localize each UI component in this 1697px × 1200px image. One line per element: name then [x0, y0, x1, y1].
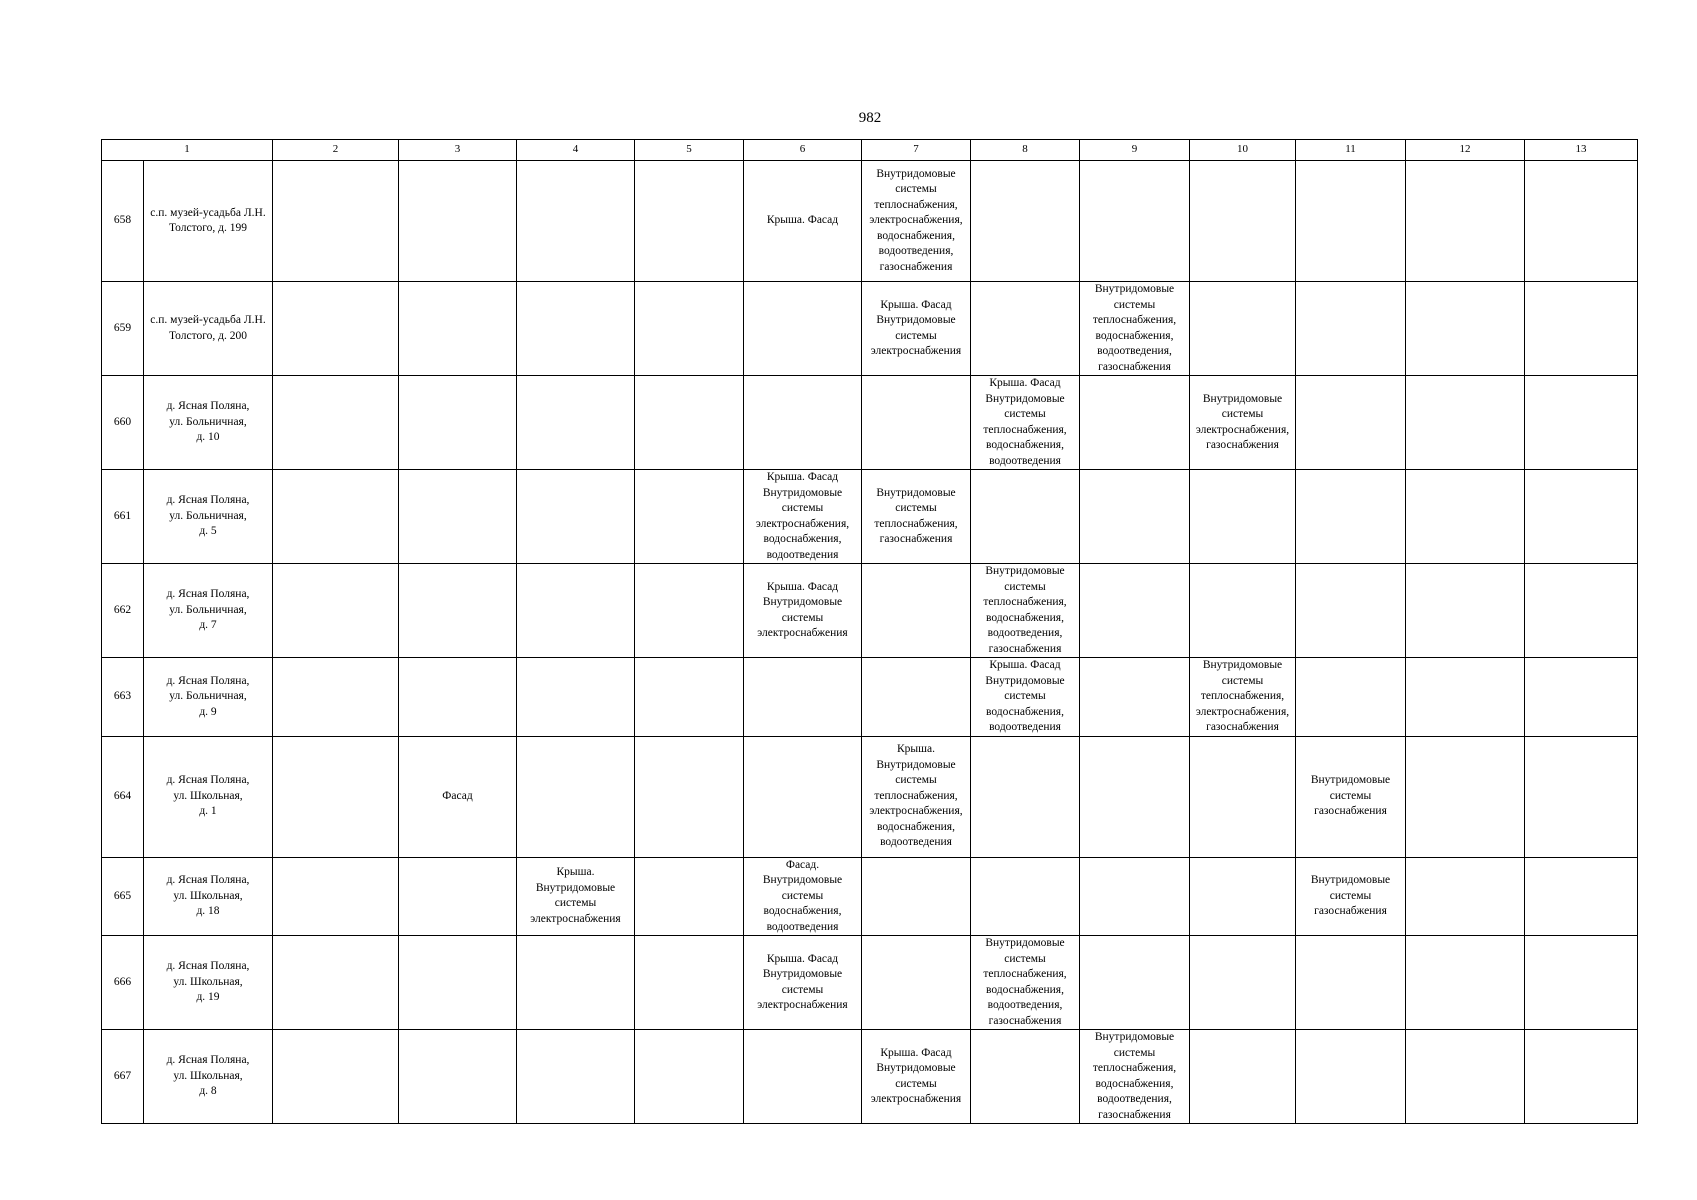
work-cell-col-8	[971, 936, 1080, 1030]
work-cell-col-5	[635, 564, 744, 658]
work-cell-col-2	[273, 857, 399, 936]
work-cell-col-4	[517, 282, 635, 376]
row-number: 660	[102, 376, 144, 470]
work-text: Внутридомовые системы теплоснабжения, водоснабжения, водоотведения, газоснабжения	[1092, 1031, 1177, 1121]
address-text: с.п. музей-усадьба Л.Н. Толстого, д. 199	[150, 206, 266, 234]
schedule-table	[101, 139, 1638, 1124]
work-cell-col-9	[1080, 470, 1190, 564]
work-cell-col-2	[273, 470, 399, 564]
work-cell-col-8	[971, 736, 1080, 857]
work-cell-col-2	[273, 376, 399, 470]
work-cell-col-9	[1080, 376, 1190, 470]
address-text: д. Ясная Поляна, ул. Больничная, д. 9	[166, 674, 250, 718]
address-text: д. Ясная Поляна, ул. Больничная, д. 5	[166, 494, 250, 538]
work-cell-col-5	[635, 282, 744, 376]
column-header: 10	[1190, 140, 1296, 161]
work-cell-col-7	[862, 564, 971, 658]
address-cell	[144, 161, 273, 282]
work-cell-col-7	[862, 161, 971, 282]
work-cell-col-9	[1080, 1030, 1190, 1124]
work-cell-col-5	[635, 161, 744, 282]
work-cell-col-12	[1406, 1030, 1525, 1124]
column-header: 7	[862, 140, 971, 161]
work-cell-col-4	[517, 161, 635, 282]
column-header: 13	[1525, 140, 1638, 161]
column-header: 6	[744, 140, 862, 161]
work-cell-col-12	[1406, 470, 1525, 564]
work-cell-col-8	[971, 470, 1080, 564]
work-cell-col-10	[1190, 470, 1296, 564]
work-cell-col-11	[1296, 376, 1406, 470]
work-cell-col-7	[862, 1030, 971, 1124]
work-cell-col-7	[862, 282, 971, 376]
work-cell-col-3	[399, 564, 517, 658]
work-cell-col-6	[744, 376, 862, 470]
work-cell-col-10	[1190, 1030, 1296, 1124]
work-text: Крыша. Фасад Внутридомовые системы водоснабжения, водоотведения	[985, 659, 1065, 733]
work-cell-col-13	[1525, 1030, 1638, 1124]
work-cell-col-6	[744, 736, 862, 857]
work-text: Крыша. Внутридомовые системы электроснабжения	[530, 866, 621, 925]
work-cell-col-3	[399, 857, 517, 936]
work-cell-col-11	[1296, 658, 1406, 737]
work-cell-col-13	[1525, 658, 1638, 737]
work-cell-col-3	[399, 470, 517, 564]
work-cell-col-10	[1190, 658, 1296, 737]
work-text: Крыша. Фасад Внутридомовые системы электроснабжения	[870, 1046, 962, 1105]
row-number: 658	[102, 161, 144, 282]
work-text: Крыша. Фасад Внутридомовые системы теплоснабжения, водоснабжения, водоотведения	[983, 377, 1067, 467]
row-number: 659	[102, 282, 144, 376]
work-cell-col-12	[1406, 161, 1525, 282]
address-text: д. Ясная Поляна, ул. Больничная, д. 7	[166, 588, 250, 632]
work-cell-col-11	[1296, 936, 1406, 1030]
work-cell-col-11	[1296, 161, 1406, 282]
work-cell-col-4	[517, 936, 635, 1030]
work-cell-col-7	[862, 658, 971, 737]
column-header: 4	[517, 140, 635, 161]
work-cell-col-2	[273, 658, 399, 737]
column-header: 9	[1080, 140, 1190, 161]
table-row	[102, 936, 1638, 1030]
work-cell-col-2	[273, 282, 399, 376]
work-cell-col-12	[1406, 564, 1525, 658]
work-cell-col-4	[517, 658, 635, 737]
work-text: Внутридомовые системы электроснабжения, газоснабжения	[1195, 392, 1290, 451]
work-cell-col-13	[1525, 936, 1638, 1030]
work-text: Внутридомовые системы теплоснабжения, водоснабжения, водоотведения, газоснабжения	[983, 565, 1067, 655]
row-number: 665	[102, 857, 144, 936]
work-cell-col-6	[744, 282, 862, 376]
work-cell-col-11	[1296, 564, 1406, 658]
work-cell-col-2	[273, 564, 399, 658]
work-cell-col-3	[399, 936, 517, 1030]
row-number: 667	[102, 1030, 144, 1124]
address-text: д. Ясная Поляна, ул. Школьная, д. 1	[166, 774, 250, 818]
work-cell-col-10	[1190, 936, 1296, 1030]
work-cell-col-10	[1190, 161, 1296, 282]
work-cell-col-8	[971, 857, 1080, 936]
table-row	[102, 376, 1638, 470]
table-row	[102, 564, 1638, 658]
work-cell-col-13	[1525, 470, 1638, 564]
table-row	[102, 282, 1638, 376]
table-row	[102, 857, 1638, 936]
address-cell	[144, 470, 273, 564]
work-cell-col-13	[1525, 564, 1638, 658]
work-text: Внутридомовые системы газоснабжения	[1310, 774, 1391, 818]
work-text: Крыша. Фасад	[766, 214, 839, 227]
work-cell-col-10	[1190, 564, 1296, 658]
work-text: Внутридомовые системы теплоснабжения, электроснабжения, водоснабжения, водоотведения, газоснабжения	[869, 167, 963, 273]
work-cell-col-12	[1406, 282, 1525, 376]
work-cell-col-11	[1296, 1030, 1406, 1124]
work-cell-col-4	[517, 736, 635, 857]
work-cell-col-9	[1080, 282, 1190, 376]
address-text: с.п. музей-усадьба Л.Н. Толстого, д. 200	[150, 314, 266, 342]
work-cell-col-11	[1296, 470, 1406, 564]
work-cell-col-9	[1080, 564, 1190, 658]
work-text: Фасад. Внутридомовые системы водоснабжения, водоотведения	[762, 858, 843, 933]
work-cell-col-10	[1190, 376, 1296, 470]
work-cell-col-6	[744, 658, 862, 737]
column-header: 3	[399, 140, 517, 161]
work-cell-col-8	[971, 564, 1080, 658]
column-header: 8	[971, 140, 1080, 161]
work-cell-col-7	[862, 857, 971, 936]
work-cell-col-2	[273, 936, 399, 1030]
work-cell-col-10	[1190, 736, 1296, 857]
work-cell-col-8	[971, 282, 1080, 376]
work-cell-col-13	[1525, 857, 1638, 936]
work-cell-col-12	[1406, 658, 1525, 737]
address-cell	[144, 282, 273, 376]
work-cell-col-4	[517, 564, 635, 658]
work-text: Крыша. Фасад Внутридомовые системы электроснабжения, водоснабжения, водоотведения	[755, 471, 850, 561]
work-cell-col-5	[635, 1030, 744, 1124]
work-cell-col-3	[399, 736, 517, 857]
work-cell-col-4	[517, 857, 635, 936]
table-row	[102, 161, 1638, 282]
work-cell-col-11	[1296, 857, 1406, 936]
row-number: 661	[102, 470, 144, 564]
table-row	[102, 470, 1638, 564]
address-cell	[144, 857, 273, 936]
row-number: 663	[102, 658, 144, 737]
work-cell-col-12	[1406, 736, 1525, 857]
work-cell-col-3	[399, 376, 517, 470]
row-number: 662	[102, 564, 144, 658]
work-cell-col-2	[273, 161, 399, 282]
work-cell-col-5	[635, 470, 744, 564]
address-text: д. Ясная Поляна, ул. Больничная, д. 10	[166, 400, 250, 444]
work-cell-col-10	[1190, 282, 1296, 376]
row-number: 666	[102, 936, 144, 1030]
work-cell-col-10	[1190, 857, 1296, 936]
column-header: 11	[1296, 140, 1406, 161]
work-cell-col-9	[1080, 658, 1190, 737]
work-cell-col-2	[273, 1030, 399, 1124]
work-text: Крыша. Фасад Внутридомовые системы электроснабжения	[757, 952, 848, 1011]
work-cell-col-6	[744, 470, 862, 564]
work-text: Внутридомовые системы газоснабжения	[1310, 874, 1391, 917]
work-text: Внутридомовые системы теплоснабжения, водоснабжения, водоотведения, газоснабжения	[1092, 283, 1177, 373]
row-number: 664	[102, 736, 144, 857]
work-cell-col-5	[635, 857, 744, 936]
work-cell-col-9	[1080, 936, 1190, 1030]
column-header: 12	[1406, 140, 1525, 161]
work-cell-col-7	[862, 736, 971, 857]
work-cell-col-3	[399, 161, 517, 282]
work-cell-col-2	[273, 736, 399, 857]
work-cell-col-8	[971, 1030, 1080, 1124]
table-row	[102, 736, 1638, 857]
work-cell-col-6	[744, 1030, 862, 1124]
work-cell-col-12	[1406, 376, 1525, 470]
work-text: Крыша. Внутридомовые системы теплоснабжения, электроснабжения, водоснабжения, водоотведения	[869, 743, 963, 849]
work-cell-col-13	[1525, 161, 1638, 282]
work-cell-col-4	[517, 376, 635, 470]
work-cell-col-12	[1406, 936, 1525, 1030]
address-cell	[144, 1030, 273, 1124]
work-cell-col-7	[862, 936, 971, 1030]
address-cell	[144, 376, 273, 470]
work-cell-col-13	[1525, 282, 1638, 376]
work-cell-col-9	[1080, 161, 1190, 282]
work-cell-col-6	[744, 857, 862, 936]
work-text: Крыша. Фасад Внутридомовые системы электроснабжения	[870, 298, 962, 357]
work-cell-col-5	[635, 376, 744, 470]
work-text: Внутридомовые системы теплоснабжения, электроснабжения, газоснабжения	[1195, 659, 1290, 733]
page-number: 982	[858, 110, 882, 126]
work-cell-col-7	[862, 376, 971, 470]
table-row	[102, 658, 1638, 737]
work-cell-col-5	[635, 736, 744, 857]
work-cell-col-6	[744, 936, 862, 1030]
work-cell-col-11	[1296, 282, 1406, 376]
work-cell-col-9	[1080, 857, 1190, 936]
work-cell-col-5	[635, 658, 744, 737]
address-cell	[144, 736, 273, 857]
table-row	[102, 1030, 1638, 1124]
work-cell-col-8	[971, 658, 1080, 737]
header-row	[102, 140, 1638, 161]
work-cell-col-4	[517, 470, 635, 564]
address-text: д. Ясная Поляна, ул. Школьная, д. 19	[166, 960, 250, 1004]
work-text: Крыша. Фасад Внутридомовые системы электроснабжения	[757, 580, 848, 639]
work-cell-col-13	[1525, 736, 1638, 857]
work-cell-col-11	[1296, 736, 1406, 857]
work-cell-col-6	[744, 564, 862, 658]
address-cell	[144, 658, 273, 737]
column-header: 5	[635, 140, 744, 161]
work-text: Фасад	[442, 789, 473, 802]
work-cell-col-3	[399, 282, 517, 376]
column-header: 2	[273, 140, 399, 161]
work-cell-col-5	[635, 936, 744, 1030]
work-cell-col-4	[517, 1030, 635, 1124]
work-cell-col-9	[1080, 736, 1190, 857]
address-text: д. Ясная Поляна, ул. Школьная, д. 18	[166, 874, 250, 917]
work-cell-col-8	[971, 376, 1080, 470]
address-cell	[144, 936, 273, 1030]
work-cell-col-8	[971, 161, 1080, 282]
work-cell-col-13	[1525, 376, 1638, 470]
work-cell-col-6	[744, 161, 862, 282]
work-text: Внутридомовые системы теплоснабжения, газоснабжения	[874, 486, 958, 545]
address-cell	[144, 564, 273, 658]
work-text: Внутридомовые системы теплоснабжения, водоснабжения, водоотведения, газоснабжения	[983, 937, 1067, 1027]
work-cell-col-3	[399, 1030, 517, 1124]
address-text: д. Ясная Поляна, ул. Школьная, д. 8	[166, 1054, 250, 1098]
column-header: 1	[102, 140, 273, 161]
work-cell-col-3	[399, 658, 517, 737]
work-cell-col-12	[1406, 857, 1525, 936]
work-cell-col-7	[862, 470, 971, 564]
